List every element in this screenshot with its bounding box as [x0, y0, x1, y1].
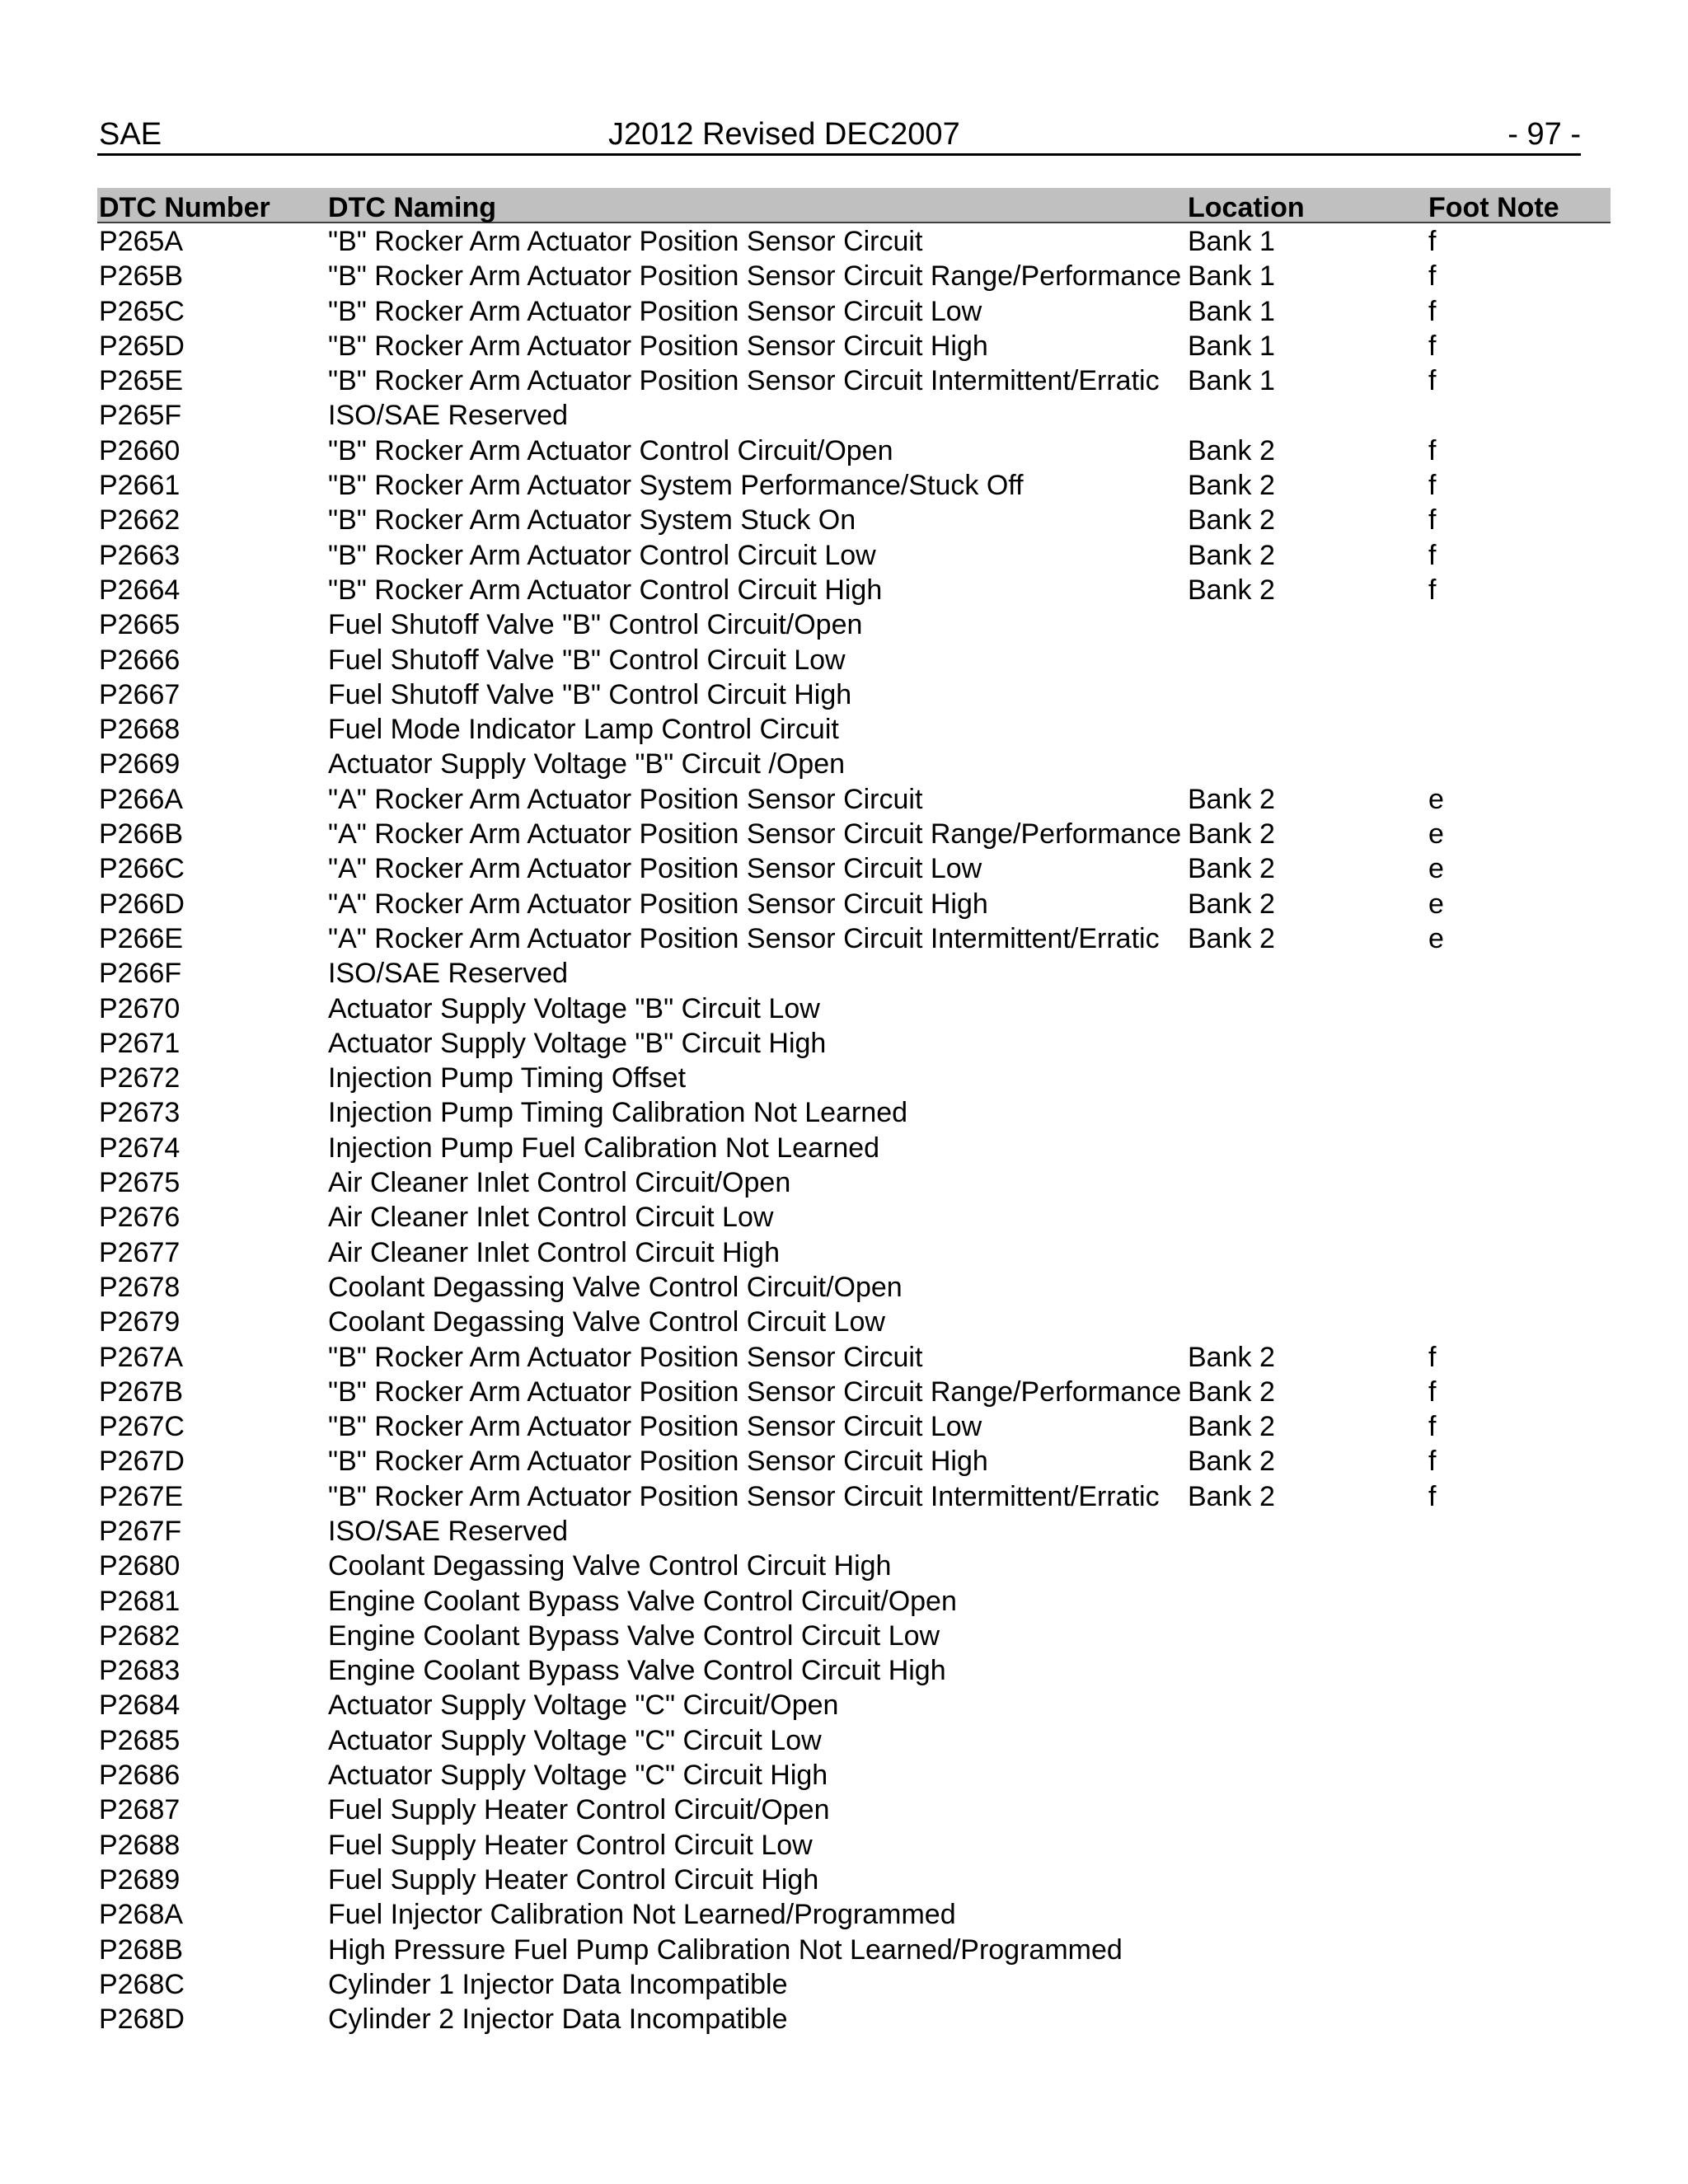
dtc-naming-cell: High Pressure Fuel Pump Calibration Not Learned/Programmed [328, 1933, 1123, 1966]
foot-note-cell: f [1428, 1446, 1437, 1478]
foot-note-cell: f [1428, 1480, 1437, 1512]
foot-note-cell: f [1428, 539, 1437, 571]
dtc-naming-cell: "B" Rocker Arm Actuator Position Sensor Circuit Low [328, 1411, 982, 1443]
table-row [97, 1061, 1611, 1095]
table-row [97, 851, 1611, 886]
foot-note-cell: f [1428, 365, 1437, 397]
dtc-number-cell: P266A [99, 783, 184, 815]
table-row [97, 1305, 1611, 1339]
foot-note-cell: f [1428, 226, 1437, 257]
location-cell: Bank 2 [1188, 818, 1275, 851]
dtc-number-cell: P2676 [99, 1202, 181, 1234]
dtc-naming-cell: Fuel Mode Indicator Lamp Control Circuit [328, 714, 839, 746]
dtc-naming-cell: Engine Coolant Bypass Valve Control Circuit Low [328, 1619, 940, 1652]
table-row [97, 607, 1611, 642]
dtc-naming-cell: "B" Rocker Arm Actuator Position Sensor Circuit [328, 1341, 923, 1373]
dtc-naming-cell: Fuel Supply Heater Control Circuit High [328, 1863, 819, 1896]
dtc-naming-cell: "B" Rocker Arm Actuator System Performance/Stuck Off [328, 470, 1024, 502]
dtc-naming-cell: "B" Rocker Arm Actuator Position Sensor Circuit [328, 226, 923, 257]
foot-note-cell: e [1428, 922, 1444, 954]
dtc-naming-cell: Fuel Shutoff Valve "B" Control Circuit/Open [328, 609, 863, 641]
table-row [97, 1758, 1611, 1793]
table-row [97, 643, 1611, 677]
location-cell: Bank 2 [1188, 1480, 1275, 1512]
location-cell: Bank 1 [1188, 330, 1275, 362]
table-header [97, 188, 1611, 223]
dtc-number-cell: P267C [99, 1411, 185, 1443]
dtc-number-cell: P265D [99, 330, 185, 362]
table-row [97, 538, 1611, 573]
table-row [97, 573, 1611, 607]
dtc-number-cell: P2664 [99, 574, 181, 606]
dtc-number-cell: P2660 [99, 434, 181, 466]
dtc-naming-cell: Actuator Supply Voltage "B" Circuit /Open [328, 748, 846, 780]
table-row [97, 259, 1611, 293]
table-row [97, 1828, 1611, 1863]
dtc-naming-cell: Coolant Degassing Valve Control Circuit Low [328, 1306, 885, 1338]
dtc-naming-cell: "A" Rocker Arm Actuator Position Sensor Circuit Range/Performance [328, 818, 1182, 851]
dtc-naming-cell: ISO/SAE Reserved [328, 958, 569, 990]
dtc-number-cell: P267F [99, 1515, 182, 1547]
table-row [97, 782, 1611, 817]
table-row [97, 677, 1611, 712]
header-org: SAE [99, 117, 162, 152]
dtc-number-cell: P266B [99, 818, 184, 851]
table-row [97, 1688, 1611, 1722]
table-row [97, 1270, 1611, 1305]
column-header-dtc-naming: DTC Naming [328, 192, 496, 223]
table-row [97, 1165, 1611, 1200]
foot-note-cell: e [1428, 853, 1444, 885]
dtc-naming-cell: Actuator Supply Voltage "C" Circuit High [328, 1760, 828, 1792]
header-document-title: J2012 Revised DEC2007 [608, 117, 960, 152]
dtc-number-cell: P268C [99, 1968, 185, 2000]
page-header [97, 115, 1581, 156]
foot-note-cell: e [1428, 783, 1444, 815]
table-row [97, 1793, 1611, 1827]
dtc-number-cell: P268A [99, 1899, 184, 1931]
dtc-naming-cell: Actuator Supply Voltage "B" Circuit High [328, 1027, 827, 1059]
dtc-naming-cell: ISO/SAE Reserved [328, 1515, 569, 1547]
dtc-naming-cell: Actuator Supply Voltage "C" Circuit Low [328, 1724, 822, 1756]
dtc-number-cell: P2678 [99, 1271, 181, 1303]
dtc-number-cell: P2680 [99, 1550, 181, 1582]
location-cell: Bank 2 [1188, 888, 1275, 920]
dtc-number-cell: P2683 [99, 1655, 181, 1687]
dtc-number-cell: P265A [99, 226, 184, 257]
dtc-number-cell: P268D [99, 2004, 185, 2036]
dtc-number-cell: P2687 [99, 1794, 181, 1826]
dtc-naming-cell: Engine Coolant Bypass Valve Control Circuit/Open [328, 1585, 957, 1617]
dtc-number-cell: P265B [99, 260, 184, 293]
dtc-naming-cell: Cylinder 2 Injector Data Incompatible [328, 2004, 788, 2036]
dtc-number-cell: P2689 [99, 1863, 181, 1896]
dtc-naming-cell: "A" Rocker Arm Actuator Position Sensor Circuit [328, 783, 923, 815]
dtc-naming-cell: Injection Pump Fuel Calibration Not Learned [328, 1132, 880, 1164]
header-page-number: - 97 - [1507, 117, 1581, 152]
dtc-naming-cell: "B" Rocker Arm Actuator Position Sensor Circuit Range/Performance [328, 260, 1182, 293]
location-cell: Bank 2 [1188, 504, 1275, 537]
dtc-naming-cell: Engine Coolant Bypass Valve Control Circuit High [328, 1655, 946, 1687]
dtc-number-cell: P2675 [99, 1167, 181, 1199]
table-row [97, 817, 1611, 851]
table-row [97, 1375, 1611, 1409]
dtc-number-cell: P2688 [99, 1829, 181, 1861]
dtc-number-cell: P266E [99, 922, 184, 954]
foot-note-cell: f [1428, 260, 1437, 293]
dtc-number-cell: P2662 [99, 504, 181, 537]
dtc-number-cell: P265E [99, 365, 184, 397]
table-row [97, 1933, 1611, 1967]
table-row [97, 1479, 1611, 1514]
table-row [97, 1549, 1611, 1583]
table-row [97, 1409, 1611, 1444]
dtc-naming-cell: Injection Pump Timing Offset [328, 1062, 687, 1094]
table-row [97, 712, 1611, 747]
dtc-number-cell: P2685 [99, 1724, 181, 1756]
dtc-number-cell: P2665 [99, 609, 181, 641]
dtc-number-cell: P2669 [99, 748, 181, 780]
location-cell: Bank 2 [1188, 853, 1275, 885]
table-row [97, 468, 1611, 503]
dtc-naming-cell: Fuel Supply Heater Control Circuit/Open [328, 1794, 830, 1826]
foot-note-cell: e [1428, 818, 1444, 851]
dtc-number-cell: P268B [99, 1933, 184, 1966]
location-cell: Bank 2 [1188, 922, 1275, 954]
dtc-naming-cell: Cylinder 1 Injector Data Incompatible [328, 1968, 788, 2000]
dtc-naming-cell: "B" Rocker Arm Actuator Control Circuit/Open [328, 434, 893, 466]
dtc-number-cell: P2666 [99, 644, 181, 676]
dtc-naming-cell: Fuel Shutoff Valve "B" Control Circuit High [328, 678, 852, 710]
table-row [97, 1514, 1611, 1549]
dtc-naming-cell: "B" Rocker Arm Actuator Control Circuit Low [328, 539, 876, 571]
foot-note-cell: f [1428, 1376, 1437, 1408]
dtc-number-cell: P2682 [99, 1619, 181, 1652]
dtc-naming-cell: Fuel Injector Calibration Not Learned/Programmed [328, 1899, 956, 1931]
location-cell: Bank 1 [1188, 226, 1275, 257]
location-cell: Bank 2 [1188, 783, 1275, 815]
dtc-number-cell: P267A [99, 1341, 184, 1373]
location-cell: Bank 1 [1188, 260, 1275, 293]
table-row [97, 747, 1611, 781]
table-row [97, 1619, 1611, 1653]
dtc-number-cell: P2686 [99, 1760, 181, 1792]
table-row [97, 1444, 1611, 1479]
dtc-table-body [97, 224, 1611, 2036]
column-header-foot-note: Foot Note [1428, 192, 1559, 223]
table-row [97, 1131, 1611, 1165]
table-row [97, 887, 1611, 921]
column-header-location: Location [1188, 192, 1305, 223]
dtc-number-cell: P266D [99, 888, 185, 920]
dtc-naming-cell: ISO/SAE Reserved [328, 400, 569, 432]
location-cell: Bank 2 [1188, 470, 1275, 502]
foot-note-cell: f [1428, 295, 1437, 327]
dtc-naming-cell: "A" Rocker Arm Actuator Position Sensor Circuit Low [328, 853, 982, 885]
dtc-number-cell: P267D [99, 1446, 185, 1478]
table-row [97, 434, 1611, 468]
dtc-naming-cell: Air Cleaner Inlet Control Circuit High [328, 1236, 780, 1268]
table-row [97, 921, 1611, 956]
dtc-number-cell: P2681 [99, 1585, 181, 1617]
table-row [97, 1584, 1611, 1619]
location-cell: Bank 1 [1188, 295, 1275, 327]
location-cell: Bank 2 [1188, 574, 1275, 606]
foot-note-cell: f [1428, 330, 1437, 362]
foot-note-cell: f [1428, 1411, 1437, 1443]
dtc-naming-cell: "B" Rocker Arm Actuator System Stuck On [328, 504, 856, 537]
dtc-number-cell: P2674 [99, 1132, 181, 1164]
table-row [97, 956, 1611, 991]
dtc-number-cell: P267E [99, 1480, 184, 1512]
table-row [97, 2002, 1611, 2036]
dtc-number-cell: P265F [99, 400, 182, 432]
table-row [97, 294, 1611, 329]
dtc-number-cell: P266F [99, 958, 182, 990]
dtc-number-cell: P266C [99, 853, 185, 885]
table-row [97, 1653, 1611, 1688]
location-cell: Bank 2 [1188, 1411, 1275, 1443]
table-row [97, 1967, 1611, 2002]
table-row [97, 991, 1611, 1026]
dtc-number-cell: P2679 [99, 1306, 181, 1338]
dtc-naming-cell: Air Cleaner Inlet Control Circuit Low [328, 1202, 774, 1234]
foot-note-cell: f [1428, 1341, 1437, 1373]
foot-note-cell: f [1428, 574, 1437, 606]
location-cell: Bank 2 [1188, 434, 1275, 466]
table-row [97, 1026, 1611, 1061]
dtc-naming-cell: "B" Rocker Arm Actuator Position Sensor Circuit Low [328, 295, 982, 327]
table-row [97, 329, 1611, 363]
dtc-naming-cell: Fuel Shutoff Valve "B" Control Circuit Low [328, 644, 846, 676]
dtc-naming-cell: "B" Rocker Arm Actuator Position Sensor Circuit Intermittent/Erratic [328, 1480, 1160, 1512]
table-row [97, 363, 1611, 398]
table-row [97, 1095, 1611, 1130]
dtc-naming-cell: "B" Rocker Arm Actuator Position Sensor Circuit High [328, 1446, 988, 1478]
table-row [97, 224, 1611, 259]
location-cell: Bank 2 [1188, 539, 1275, 571]
dtc-number-cell: P267B [99, 1376, 184, 1408]
location-cell: Bank 1 [1188, 365, 1275, 397]
dtc-naming-cell: "A" Rocker Arm Actuator Position Sensor Circuit High [328, 888, 988, 920]
dtc-naming-cell: Actuator Supply Voltage "C" Circuit/Open [328, 1690, 839, 1722]
foot-note-cell: f [1428, 470, 1437, 502]
dtc-naming-cell: Coolant Degassing Valve Control Circuit High [328, 1550, 892, 1582]
table-row [97, 503, 1611, 537]
dtc-naming-cell: "A" Rocker Arm Actuator Position Sensor Circuit Intermittent/Erratic [328, 922, 1160, 954]
dtc-naming-cell: Injection Pump Timing Calibration Not Learned [328, 1097, 908, 1129]
dtc-number-cell: P2667 [99, 678, 181, 710]
dtc-naming-cell: Actuator Supply Voltage "B" Circuit Low [328, 992, 820, 1024]
dtc-naming-cell: "B" Rocker Arm Actuator Position Sensor Circuit Range/Performance [328, 1376, 1182, 1408]
table-row [97, 1863, 1611, 1897]
table-row [97, 1340, 1611, 1375]
table-row [97, 1200, 1611, 1235]
dtc-number-cell: P2663 [99, 539, 181, 571]
dtc-naming-cell: "B" Rocker Arm Actuator Position Sensor Circuit Intermittent/Erratic [328, 365, 1160, 397]
dtc-number-cell: P2677 [99, 1236, 181, 1268]
dtc-naming-cell: Air Cleaner Inlet Control Circuit/Open [328, 1167, 791, 1199]
dtc-number-cell: P2684 [99, 1690, 181, 1722]
location-cell: Bank 2 [1188, 1376, 1275, 1408]
location-cell: Bank 2 [1188, 1446, 1275, 1478]
dtc-number-cell: P2670 [99, 992, 181, 1024]
dtc-number-cell: P2672 [99, 1062, 181, 1094]
column-header-dtc-number: DTC Number [99, 192, 270, 223]
dtc-number-cell: P2673 [99, 1097, 181, 1129]
dtc-number-cell: P2668 [99, 714, 181, 746]
dtc-naming-cell: Fuel Supply Heater Control Circuit Low [328, 1829, 813, 1861]
foot-note-cell: f [1428, 504, 1437, 537]
dtc-number-cell: P2671 [99, 1027, 181, 1059]
foot-note-cell: e [1428, 888, 1444, 920]
table-row [97, 1723, 1611, 1758]
dtc-naming-cell: "B" Rocker Arm Actuator Control Circuit High [328, 574, 883, 606]
foot-note-cell: f [1428, 434, 1437, 466]
dtc-number-cell: P2661 [99, 470, 181, 502]
dtc-naming-cell: Coolant Degassing Valve Control Circuit/Open [328, 1271, 903, 1303]
dtc-naming-cell: "B" Rocker Arm Actuator Position Sensor Circuit High [328, 330, 988, 362]
dtc-number-cell: P265C [99, 295, 185, 327]
table-row [97, 398, 1611, 433]
table-row [97, 1897, 1611, 1932]
location-cell: Bank 2 [1188, 1341, 1275, 1373]
table-row [97, 1235, 1611, 1270]
